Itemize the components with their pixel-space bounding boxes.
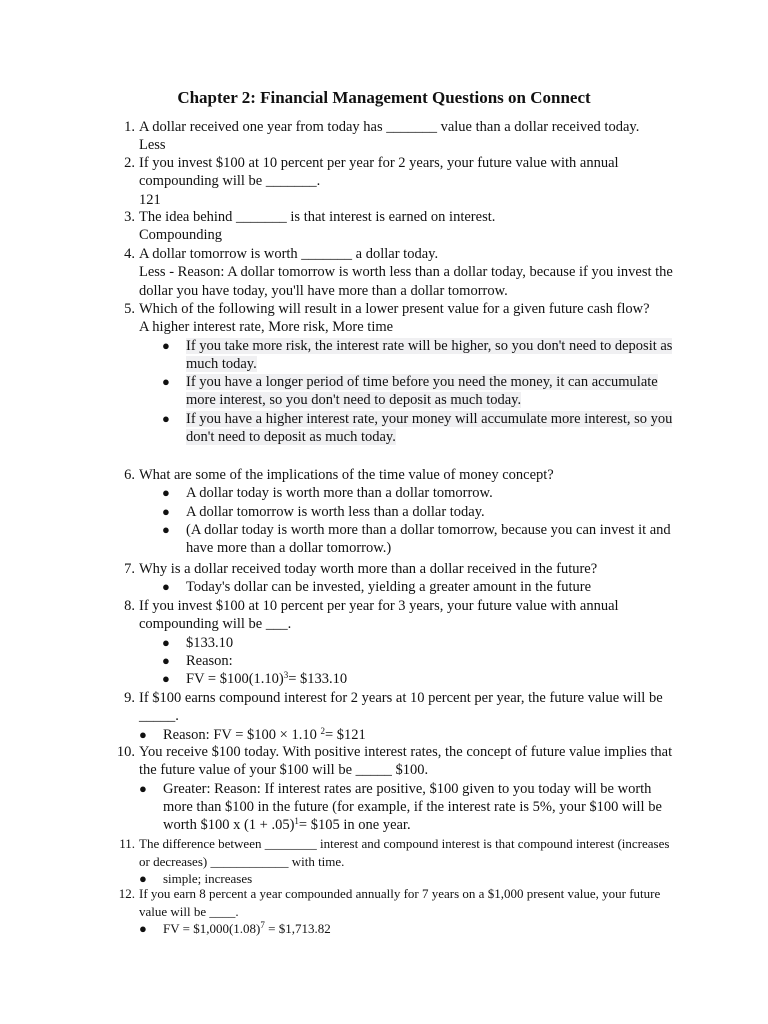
question-number: 5. <box>124 301 135 317</box>
bullet-icon: ● <box>162 503 170 519</box>
question-number: 7. <box>124 561 135 577</box>
question-text: The idea behind _______ is that interest is earned on interest. <box>139 209 496 225</box>
list-item: ● Greater: Reason: If interest rates are positive, $100 given to you today will be worth more than $100 in the future (for example, if the interest rate is 5%, your $100 will be worth $100 x $(1 + .05)^1=$ $105 in one year. <box>139 780 662 834</box>
question-number: 3. <box>124 209 135 225</box>
bullet-list <box>139 634 679 689</box>
list-item: ● Reason: <box>162 652 233 669</box>
bullet-icon: ● <box>162 634 170 650</box>
question-11 <box>119 835 679 888</box>
bullet-list <box>139 484 679 557</box>
question-text: Which of the following will result in a lower present value for a given future cash flow? <box>139 301 650 317</box>
question-3 <box>124 208 679 245</box>
bullet-list <box>139 780 679 835</box>
bullet-icon: ● <box>162 410 170 426</box>
bullet-icon: ● <box>139 921 147 936</box>
bullet-icon: ● <box>162 579 170 595</box>
bullet-icon: ● <box>139 780 147 796</box>
list-item: ● If you have a longer period of time before you need the money, it can accumulate more interest, so you don't need to deposit as much today. <box>162 374 658 409</box>
question-text: A dollar received one year from today has _______ value than a dollar received today. <box>139 119 640 135</box>
bullet-icon: ● <box>162 521 170 537</box>
answer-text: Compounding <box>139 227 222 244</box>
bullet-list <box>139 726 679 744</box>
question-text: If you earn 8 percent a year compounded annually for 7 years on a $1,000 present value, your future value will be ____. <box>139 886 661 919</box>
question-8 <box>124 597 679 688</box>
bullet-icon: ● <box>139 726 147 742</box>
question-4 <box>124 245 679 300</box>
question-number: 12. <box>118 886 135 901</box>
list-item: ● A dollar tomorrow is worth less than a dollar today. <box>162 503 485 520</box>
question-text: The difference between ________ interest and compound interest is that compound interest (increases or decreases) ____________ with time. <box>139 836 670 869</box>
question-number: 2. <box>124 155 135 171</box>
question-number: 9. <box>124 690 135 706</box>
answer-text: 121 <box>139 191 161 208</box>
question-text: A dollar tomorrow is worth _______ a dollar today. <box>139 246 439 262</box>
answer-text: Less <box>139 137 166 154</box>
list-item: ● If you have a higher interest rate, your money will accumulate more interest, so you don't need to deposit as much today. <box>162 410 673 446</box>
page-title: Chapter 2: Financial Management Questions on Connect <box>177 88 591 107</box>
list-item: ● A dollar today is worth more than a dollar tomorrow. <box>162 485 493 502</box>
question-number: 1. <box>124 119 135 135</box>
list-item: ● (A dollar today is worth more than a dollar tomorrow, because you can invest it and have more than a dollar tomorrow.) <box>162 521 671 557</box>
question-12 <box>118 885 679 938</box>
bullet-icon: ● <box>139 871 147 886</box>
list-item: ● simple; increases <box>139 871 253 886</box>
question-text: If you invest $100 at 10 percent per year for 3 years, your future value with annual compounding will be ___. <box>139 598 619 633</box>
bullet-icon: ● <box>162 374 170 390</box>
list-item: ● FV = $\$1,000(1.08)^7$ = $1,713.82 <box>139 920 331 936</box>
bullet-icon: ● <box>162 485 170 501</box>
question-5 <box>124 300 679 446</box>
question-10 <box>116 743 679 834</box>
list-item: ● $133.10 <box>162 634 234 651</box>
answer-text: Less - Reason: A dollar tomorrow is worth less than a dollar today, because if you invest the dollar you have today, you'll have more than a dollar tomorrow. <box>139 264 673 299</box>
bullet-list <box>139 578 679 596</box>
question-number: 6. <box>124 467 135 483</box>
list-item: ● If you take more risk, the interest rate will be higher, so you don't need to deposit as much today. <box>162 337 673 372</box>
question-number: 11. <box>119 836 135 851</box>
list-item: ● Reason: FV = $100 × 1.10 $^2$= $121 <box>139 725 366 743</box>
answer-text: A higher interest rate, More risk, More time <box>139 319 394 336</box>
question-number: 10. <box>116 744 135 760</box>
question-text: If $100 earns compound interest for 2 years at 10 percent per year, the future value will be _____. <box>139 690 663 725</box>
list-item: ● FV = $\$100(1.10)^3=$ $133.10 <box>162 670 348 688</box>
question-9 <box>124 689 679 744</box>
question-text: Why is a dollar received today worth more than a dollar received in the future? <box>139 561 598 577</box>
question-1 <box>124 118 679 155</box>
bullet-list <box>139 920 679 938</box>
question-7 <box>124 560 679 597</box>
question-2 <box>124 154 679 209</box>
bullet-icon: ● <box>162 671 170 687</box>
question-number: 8. <box>124 598 135 614</box>
bullet-icon: ● <box>162 652 170 668</box>
bullet-icon: ● <box>162 337 170 353</box>
question-text: If you invest $100 at 10 percent per year for 2 years, your future value with annual compounding will be _______. <box>139 155 619 190</box>
question-number: 4. <box>124 246 135 262</box>
bullet-list <box>139 337 679 447</box>
question-text: You receive $100 today. With positive interest rates, the concept of future value implies that the future value of your $100 will be _____ $100. <box>139 744 673 779</box>
list-item: ● Today's dollar can be invested, yielding a greater amount in the future <box>162 579 592 596</box>
question-text: What are some of the implications of the time value of money concept? <box>139 467 554 483</box>
question-6 <box>124 466 679 557</box>
